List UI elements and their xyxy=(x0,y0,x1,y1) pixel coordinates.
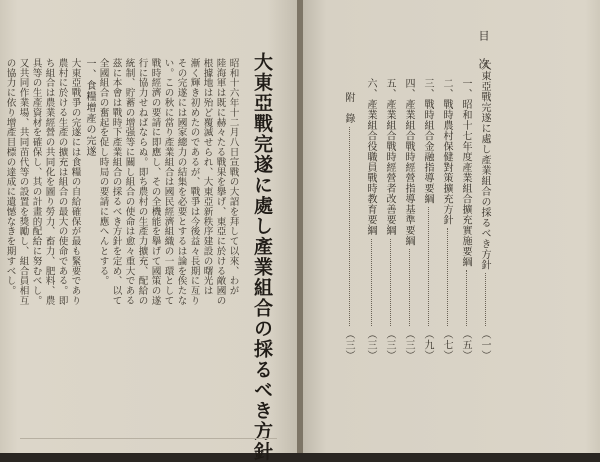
body-text xyxy=(0,58,297,418)
toc-item[interactable] xyxy=(441,78,451,360)
toc-leader xyxy=(390,239,391,326)
toc-item-label: 六、產業組合役職員戰時教育要綱 xyxy=(365,78,376,236)
toc-leader xyxy=(371,239,372,326)
toc-leader xyxy=(447,228,448,326)
body-column: 昭和十六年十二月八日宣戰の大詔を拜して以來、わが xyxy=(227,58,239,296)
body-column: 農村に於ける生產の擴充は組合の最大の使命である。即 xyxy=(56,58,68,306)
body-column: 漸く輝き初めたのであるが、戰爭は今後益々長期に亙り xyxy=(188,58,200,306)
toc-item-page: （三） xyxy=(403,328,414,360)
body-column: その完遂には國家總力の結集を必要とするは論を俟たな xyxy=(175,58,187,306)
body-column: 茲に本會は戰時下產業組合の採るべき方針を定め、以て xyxy=(110,58,122,306)
page-footer-rule xyxy=(20,438,277,443)
body-column: 統制、貯蓄の增强等に關し組合の使命は愈々重大である xyxy=(123,58,135,306)
toc-item[interactable] xyxy=(479,60,489,360)
toc-title: 目 次 xyxy=(477,30,490,72)
toc-leader xyxy=(466,270,467,326)
toc-item-label: 四、產業組合戰時經營指導基準要綱 xyxy=(403,78,414,246)
toc-item-page: （三） xyxy=(343,328,354,360)
body-column: ち組合は農業經營の共同化を圖り勞力、畜力、肥料、農 xyxy=(43,58,55,306)
body-column: の協力に依り增產目標の達成に遺憾なきを期すべし。 xyxy=(4,58,16,296)
toc-item[interactable] xyxy=(403,78,413,360)
toc-item-label: 二、戰時農村保健對策擴充方針 xyxy=(441,78,452,225)
toc-item-page: （九） xyxy=(422,328,433,360)
toc-item-page: （五） xyxy=(460,328,471,360)
toc-item-label: 附 錄 xyxy=(343,92,354,124)
body-column: 大東亞戰爭の完遂には食糧の自給確保が最も緊要であり xyxy=(69,58,81,306)
toc-item-appendix[interactable] xyxy=(343,92,353,360)
toc-item[interactable] xyxy=(384,78,394,360)
toc-item[interactable] xyxy=(365,78,375,360)
toc-item-page: （一） xyxy=(479,328,490,360)
toc-item-label: 五、產業組合戰時經營者改善要綱 xyxy=(384,78,395,236)
toc-item[interactable] xyxy=(460,78,470,360)
toc-item-label: 三、戰時組合金融指導要綱 xyxy=(422,78,433,204)
body-column: い。この秋に當り產業組合は國民經濟組織の一環として xyxy=(162,58,174,306)
toc-item-label: 大東亞戰完遂に處し產業組合の採るべき方針 xyxy=(479,60,490,270)
right-page xyxy=(303,0,600,453)
toc-leader xyxy=(409,249,410,326)
body-column: 陸海軍は既に赫々たる戰果を擧げ、東亞に於ける敵國の xyxy=(214,58,226,306)
left-page xyxy=(0,0,297,462)
toc-leader xyxy=(485,273,486,326)
toc-leader xyxy=(428,207,429,326)
body-column: 根據地は殆ど覆滅せられ、大東亞新秩序建設の曙光は xyxy=(201,58,213,296)
toc-item-page: （三） xyxy=(384,328,395,360)
body-column: 又共同作業場、共同苗代等の設置を獎勵し、組合員相互 xyxy=(17,58,29,306)
article-title: 大東亞戰完遂に處し產業組合の採るべき方針 xyxy=(251,52,273,462)
toc-leader xyxy=(349,127,350,326)
section-heading: 一、食糧增產の完遂 xyxy=(84,58,95,157)
toc-item-label: 一、昭和十七年度產業組合擴充實施要綱 xyxy=(460,78,471,267)
body-column: 行に協力せねばならぬ。即ち農村の生產力擴充、配給の xyxy=(136,58,148,306)
toc-item[interactable] xyxy=(422,78,432,360)
body-column: 戰時經濟の要請に即應し、その全機能を擧げて國策の遂 xyxy=(149,58,161,306)
toc-item-page: （七） xyxy=(441,328,452,360)
body-column: 全國組合の奮起を促し時局の要請に應へんとする。 xyxy=(97,58,109,286)
toc-item-page: （三） xyxy=(365,328,376,360)
body-column: 具等の生產資材を確保し、其の計畫的配給に努むべし。 xyxy=(30,58,42,306)
